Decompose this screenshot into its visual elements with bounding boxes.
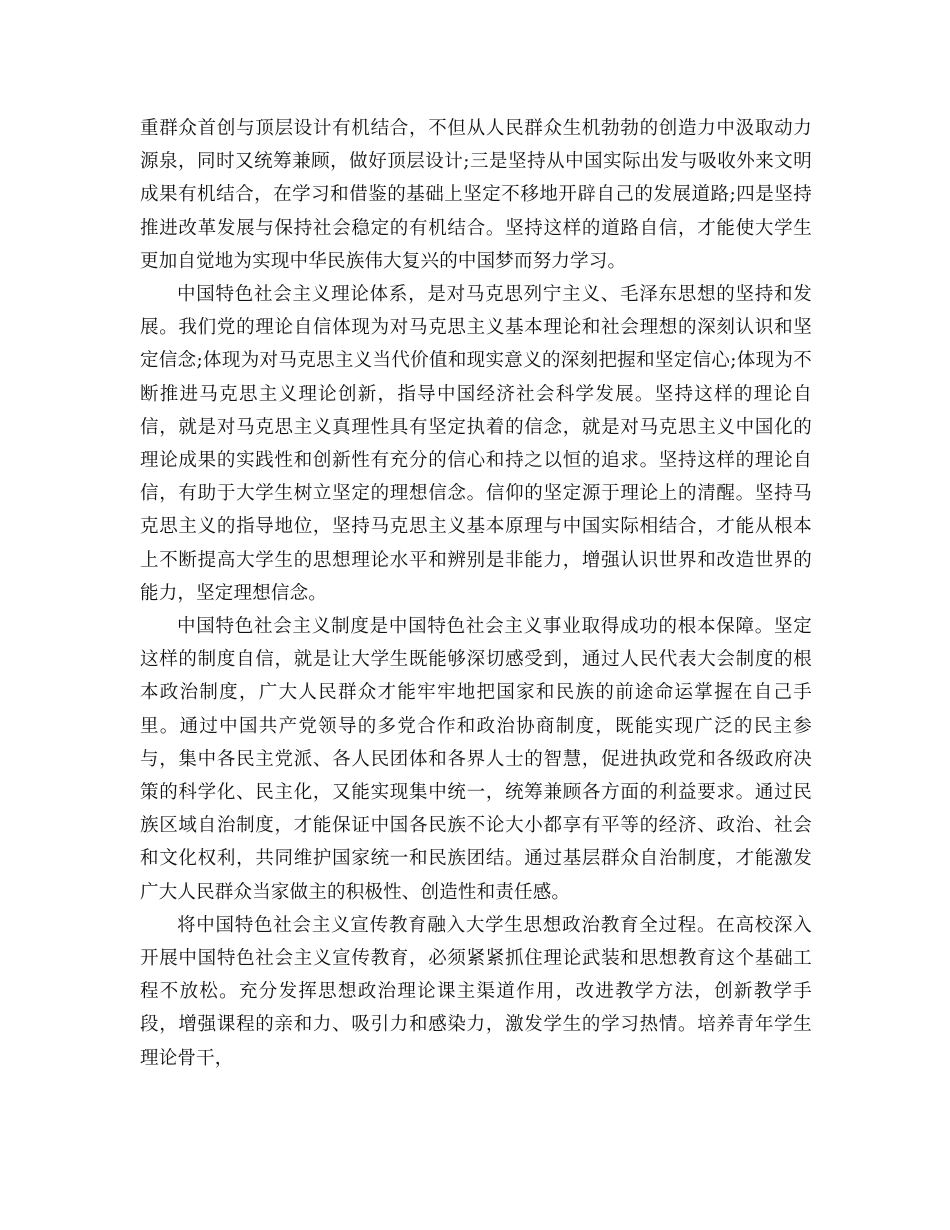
paragraph-2: 中国特色社会主义理论体系，是对马克思列宁主义、毛泽东思想的坚持和发展。我们党的理论自信体现为对马克思主义基本理论和社会理想的深刻认识和坚定信念;体现为对马克思主义当代价值和现实意义的深刻把握和坚定信心;体现为不断推进马克思主义理论创新，指导中国经济社会科学发展。坚持这样的理论自信，就是对马克思主义真理性具有坚定执着的信念，就是对马克思主义中国化的理论成果的实践性和创新性有充分的信心和持之以恒的追求。坚持这样的理论自信，有助于大学生树立坚定的理想信念。信仰的坚定源于理论上的清醒。坚持马克思主义的指导地位，坚持马克思主义基本原理与中国实际相结合，才能从根本上不断提高大学生的思想理论水平和辨别是非能力，增强认识世界和改造世界的能力，坚定理想信念。 <box>140 284 812 604</box>
paragraph-3: 中国特色社会主义制度是中国特色社会主义事业取得成功的根本保障。坚定这样的制度自信，就是让大学生既能够深切感受到，通过人民代表大会制度的根本政治制度，广大人民群众才能牢牢地把国家和民族的前途命运掌握在自己手里。通过中国共产党领导的多党合作和政治协商制度，既能实现广泛的民主参与，集中各民主党派、各人民团体和各界人士的智慧，促进执政党和各级政府决策的科学化、民主化，又能实现集中统一，统筹兼顾各方面的利益要求。通过民族区域自治制度，才能保证中国各民族不论大小都享有平等的经济、政治、社会和文化权利，共同维护国家统一和民族团结。通过基层群众自治制度，才能激发广大人民群众当家做主的积极性、创造性和责任感。 <box>140 616 812 903</box>
paragraph-1: 重群众首创与顶层设计有机结合，不但从人民群众生机勃勃的创造力中汲取动力源泉，同时又统筹兼顾，做好顶层设计;三是坚持从中国实际出发与吸收外来文明成果有机结合，在学习和借鉴的基础上坚定不移地开辟自己的发展道路;四是坚持推进改革发展与保持社会稳定的有机结合。坚持这样的道路自信，才能使大学生更加自觉地为实现中华民族伟大复兴的中国梦而努力学习。 <box>140 118 812 272</box>
document-body <box>140 112 812 1075</box>
paragraph-4: 将中国特色社会主义宣传教育融入大学生思想政治教育全过程。在高校深入开展中国特色社会主义宣传教育，必须紧紧抓住理论武装和思想教育这个基础工程不放松。充分发挥思想政治理论课主渠道作用，改进教学方法，创新教学手段，增强课程的亲和力、吸引力和感染力，激发学生的学习热情。培养青年学生理论骨干， <box>140 914 812 1069</box>
